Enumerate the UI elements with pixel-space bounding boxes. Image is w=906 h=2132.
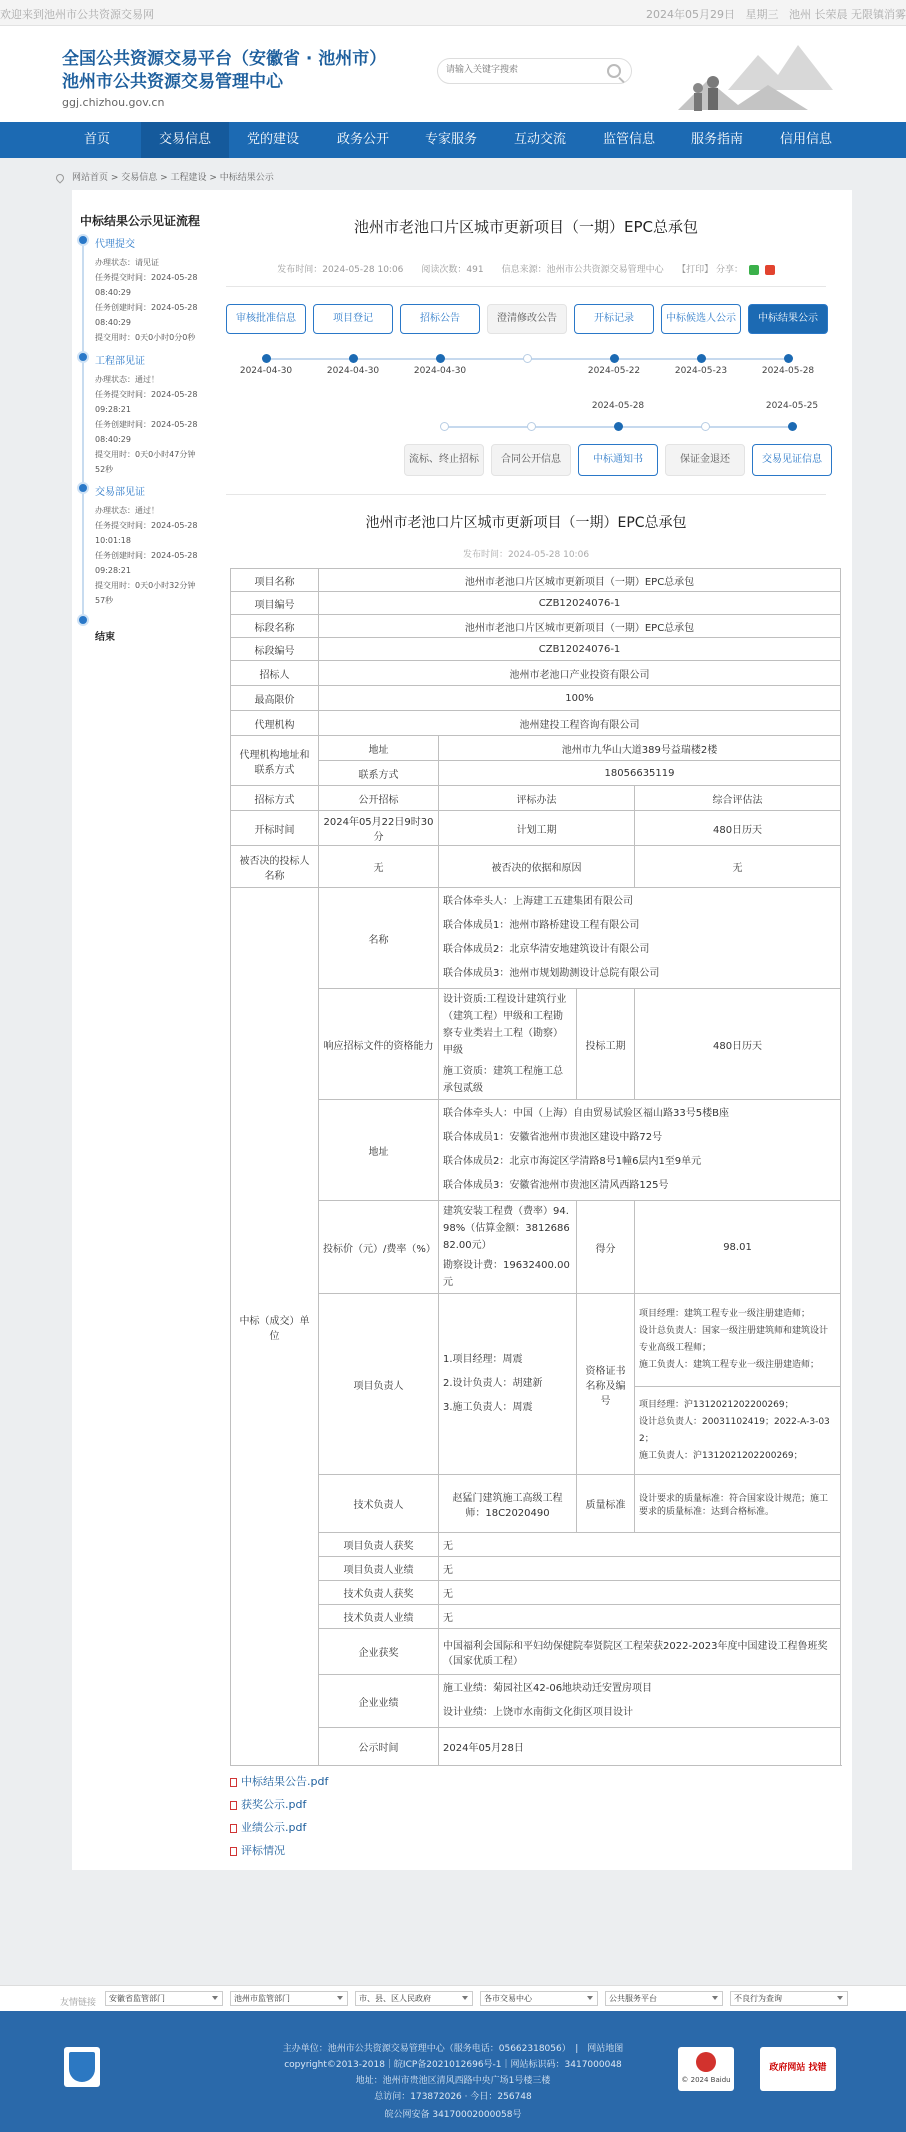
table-row: 企业业绩 施工业绩：菊园社区42-06地块动迁安置房项目 设计业绩：上饶市水南街文化街区项目设计 bbox=[231, 1675, 841, 1728]
site-title[interactable]: 全国公共资源交易平台（安徽省 · 池州市） bbox=[62, 49, 387, 69]
process-date: 2024-04-30 bbox=[326, 366, 380, 376]
process-tender-notice[interactable]: 招标公告 bbox=[400, 304, 480, 334]
attachment-link[interactable]: 评标情况 bbox=[230, 1842, 285, 1858]
process-date: 2024-05-28 bbox=[761, 366, 815, 376]
top-bar bbox=[0, 0, 906, 26]
table-row: 响应招标文件的资格能力 设计资质:工程设计建筑行业（建筑工程）甲级和工程勘察专业类岩土工程（勘察）甲级 施工资质：建筑工程施工总承包贰级 投标工期 480日历天 bbox=[231, 989, 841, 1100]
gov-error-report-button[interactable]: 政府网站 找错 bbox=[760, 2047, 836, 2091]
baidu-badge[interactable]: © 2024 Baidu bbox=[678, 2047, 734, 2091]
process-trade-witness-info[interactable]: 交易见证信息 bbox=[752, 444, 832, 476]
table-row: 中标（成交）单位 名称 联合体牵头人：上海建工五建集团有限公司 联合体成员1：池州市路桥建设工程有限公司 联合体成员2：北京华清安地建筑设计有限公司 联合体成员3：池州市规划勘测设计总院有限公司 bbox=[231, 888, 841, 989]
table-row: 代理机构地址和联系方式 地址 池州市九华山大道389号益瑞楼2楼 bbox=[231, 736, 841, 761]
timeline-dot bbox=[523, 354, 532, 363]
table-row: 项目负责人 1.项目经理：周震 2.设计负责人：胡建新 3.施工负责人：周震 资格证书名称及编号 项目经理：建筑工程专业一级注册建造师； 设计总负责人：国家一级注册建筑师和建筑设计专业高级工程师； 施工负责人：建筑工程专业一级注册建造师； bbox=[231, 1294, 841, 1387]
footer-police-record: 皖公网安备 34170002000058号 bbox=[384, 2110, 522, 2120]
table-row: 技术负责人业绩 无 bbox=[231, 1605, 841, 1629]
friend-links-bar bbox=[0, 1985, 906, 2011]
attachment-link[interactable]: 获奖公示.pdf bbox=[230, 1796, 306, 1812]
pdf-icon bbox=[230, 1778, 237, 1787]
timeline-dot bbox=[77, 614, 89, 626]
table-row: 技术负责人 赵猛门建筑施工高级工程师：18C2020490 质量标准 设计要求的质量标准：符合国家设计规范；施工要求的质量标准：达到合格标准。 bbox=[231, 1475, 841, 1533]
table-row: 开标时间 2024年05月22日9时30分 计划工期 480日历天 bbox=[231, 811, 841, 846]
timeline-dot bbox=[610, 354, 619, 363]
site-subtitle[interactable]: 池州市公共资源交易管理中心 bbox=[62, 72, 283, 92]
table-row: 企业获奖 中国福利会国际和平妇幼保健院奉贤院区工程荣获2022-2023年度中国建设工程鲁班奖（国家优质工程） bbox=[231, 1629, 841, 1675]
award-result-table bbox=[230, 568, 841, 1766]
wechat-share-icon[interactable] bbox=[749, 265, 759, 275]
nav-service-guide[interactable]: 服务指南 bbox=[690, 132, 743, 147]
table-row: 最高限价 100% bbox=[231, 686, 841, 711]
ink-landscape-decoration bbox=[668, 30, 838, 120]
process-failed-termination[interactable]: 流标、终止招标 bbox=[404, 444, 484, 476]
nav-party-building[interactable]: 党的建设 bbox=[246, 132, 299, 147]
footer bbox=[0, 2011, 906, 2132]
timeline-dot bbox=[349, 354, 358, 363]
footer-copyright: copyright©2013-2018｜皖ICP备2021012696号-1｜网站标识码：3417000048 bbox=[284, 2060, 622, 2070]
site-url: ggj.chizhou.gov.cn bbox=[62, 96, 165, 109]
search-input[interactable] bbox=[446, 64, 606, 74]
attachment-link[interactable]: 中标结果公告.pdf bbox=[230, 1773, 328, 1789]
table-row: 招标方式 公开招标 评标办法 综合评估法 bbox=[231, 786, 841, 811]
process-candidate-notice[interactable]: 中标候选人公示 bbox=[661, 304, 741, 334]
table-row: 联系方式 18056635119 bbox=[231, 761, 841, 786]
location-pin-icon bbox=[54, 172, 65, 183]
weibo-share-icon[interactable] bbox=[765, 265, 775, 275]
process-date: 2024-05-25 bbox=[765, 401, 819, 411]
table-row: 标段编号 CZB12024076-1 bbox=[231, 638, 841, 661]
link-select-bad-behavior[interactable]: 不良行为查询 bbox=[730, 1991, 848, 2006]
table-row: 技术负责人获奖 无 bbox=[231, 1581, 841, 1605]
table-row: 招标人 池州市老池口产业投资有限公司 bbox=[231, 661, 841, 686]
process-date: 2024-05-28 bbox=[591, 401, 645, 411]
table-row: 公示时间 2024年05月28日 bbox=[231, 1728, 841, 1766]
timeline-dot bbox=[697, 354, 706, 363]
link-select-trading-centers[interactable]: 各市交易中心 bbox=[480, 1991, 598, 2006]
timeline-dot bbox=[77, 482, 89, 494]
notice-title: 池州市老池口片区城市更新项目（一期）EPC总承包 bbox=[365, 515, 687, 531]
process-date: 2024-04-30 bbox=[239, 366, 293, 376]
link-select-municipal[interactable]: 池州市监管部门 bbox=[230, 1991, 348, 2006]
search-box bbox=[437, 58, 632, 84]
nav-credit-info[interactable]: 信用信息 bbox=[779, 132, 832, 147]
timeline-dot bbox=[262, 354, 271, 363]
process-approval-info[interactable]: 审核批准信息 bbox=[226, 304, 306, 334]
nav-government-affairs[interactable]: 政务公开 bbox=[336, 132, 389, 147]
baidu-logo-icon bbox=[695, 2051, 717, 2073]
timeline-dot bbox=[614, 422, 623, 431]
link-select-government[interactable]: 市、县、区人民政府 bbox=[355, 1991, 473, 2006]
link-select-provincial[interactable]: 安徽省监管部门 bbox=[105, 1991, 223, 2006]
table-row: 代理机构 池州建投工程咨询有限公司 bbox=[231, 711, 841, 736]
process-bid-opening-record[interactable]: 开标记录 bbox=[574, 304, 654, 334]
welcome-text: 欢迎来到池州市公共资源交易网 bbox=[0, 8, 154, 21]
table-row: 项目经理：沪1312021202200269； 设计总负责人：20031102419；2022-A-3-032； 施工负责人：沪1312021202200269； bbox=[231, 1387, 841, 1475]
process-deposit-refund[interactable]: 保证金退还 bbox=[665, 444, 745, 476]
process-date: 2024-04-30 bbox=[413, 366, 467, 376]
table-row: 被否决的投标人名称 无 被否决的依据和原因 无 bbox=[231, 846, 841, 888]
nav-trading-info[interactable]: 交易信息 bbox=[141, 122, 229, 158]
timeline-dot bbox=[77, 234, 89, 246]
nav-interaction[interactable]: 互动交流 bbox=[513, 132, 566, 147]
step-info: 办理状态：通过！ 任务提交时间：2024-05-28 10:01:18 任务创建时间：2024-05-28 09:28:21 提交用时：0天0小时32分钟57秒 bbox=[95, 506, 198, 605]
footer-visits: 总访问：173872026 · 今日：256748 bbox=[374, 2092, 532, 2102]
main-nav bbox=[0, 122, 906, 158]
table-row: 项目名称 池州市老池口片区城市更新项目（一期）EPC总承包 bbox=[231, 569, 841, 592]
step-info: 办理状态：通过！ 任务提交时间：2024-05-28 09:28:21 任务创建时间：2024-05-28 08:40:29 提交用时：0天0小时47分钟52秒 bbox=[95, 375, 198, 474]
divider bbox=[226, 286, 826, 287]
notice-date: 发布时间：2024-05-28 10:06 bbox=[462, 550, 590, 560]
sidebar-timeline-line bbox=[82, 236, 84, 626]
table-row: 项目编号 CZB12024076-1 bbox=[231, 592, 841, 615]
pdf-icon bbox=[230, 1847, 237, 1856]
step-info: 办理状态：请见证 任务提交时间：2024-05-28 08:40:29 任务创建时间：2024-05-28 08:40:29 提交用时：0天0小时0分0秒 bbox=[95, 258, 198, 342]
search-icon[interactable] bbox=[607, 64, 621, 78]
site-header bbox=[0, 26, 906, 122]
friend-links-label: 友情链接 bbox=[60, 1998, 97, 2008]
breadcrumb bbox=[56, 170, 274, 183]
process-date: 2024-05-23 bbox=[674, 366, 728, 376]
step-end: 结束 bbox=[95, 632, 115, 643]
attachment-link[interactable]: 业绩公示.pdf bbox=[230, 1819, 306, 1835]
process-date: 2024-05-22 bbox=[587, 366, 641, 376]
link-select-public-service[interactable]: 公共服务平台 bbox=[605, 1991, 723, 2006]
pdf-icon bbox=[230, 1801, 237, 1810]
process-contract-info[interactable]: 合同公开信息 bbox=[491, 444, 571, 476]
timeline-dot bbox=[527, 422, 536, 431]
nav-home[interactable]: 首页 bbox=[83, 132, 110, 147]
table-row: 标段名称 池州市老池口片区城市更新项目（一期）EPC总承包 bbox=[231, 615, 841, 638]
process-clarification-notice[interactable]: 澄清修改公告 bbox=[487, 304, 567, 334]
step-name: 代理提交 bbox=[95, 239, 135, 250]
timeline-dot bbox=[788, 422, 797, 431]
timeline-dot bbox=[784, 354, 793, 363]
breadcrumb-text[interactable]: 网站首页 > 交易信息 > 工程建设 > 中标结果公示 bbox=[72, 173, 274, 183]
divider bbox=[226, 494, 826, 495]
footer-sponsor: 主办单位：池州市公共资源交易管理中心（服务电话：05662318056） | 网站地图 bbox=[282, 2044, 624, 2054]
pdf-icon bbox=[230, 1824, 237, 1833]
nav-supervision[interactable]: 监管信息 bbox=[602, 132, 655, 147]
timeline-dot bbox=[701, 422, 710, 431]
table-row: 项目负责人业绩 无 bbox=[231, 1557, 841, 1581]
table-row: 投标价（元）/费率（%） 建筑安装工程费（费率）94.98%（估算金额：381268682.00元） 勘察设计费：19632400.00元 得分 98.01 bbox=[231, 1201, 841, 1294]
footer-address: 地址：池州市贵池区清风西路中央广场1号楼三楼 bbox=[355, 2076, 551, 2086]
step-name: 交易部见证 bbox=[95, 487, 145, 498]
step-name: 工程部见证 bbox=[95, 356, 145, 367]
sidebar-title: 中标结果公示见证流程 bbox=[80, 214, 201, 228]
table-row: 地址 联合体牵头人：中国（上海）自由贸易试验区福山路33号5楼B座 联合体成员1：安徽省池州市贵池区建设中路72号 联合体成员2：北京市海淀区学清路8号1幢6层内1至9单元 联合体成员3：安徽省池州市贵池区清风西路125号 bbox=[231, 1100, 841, 1201]
nav-expert-service[interactable]: 专家服务 bbox=[424, 132, 477, 147]
timeline-dot bbox=[77, 351, 89, 363]
date-weather: 2024年05月29日 星期三 池州 长荣晨 无限镇消雾 bbox=[646, 8, 906, 21]
process-award-result-notice[interactable]: 中标结果公示 bbox=[748, 304, 828, 334]
page-title: 池州市老池口片区城市更新项目（一期）EPC总承包 bbox=[354, 218, 698, 236]
table-row: 项目负责人获奖 无 bbox=[231, 1533, 841, 1557]
page-meta: 发布时间：2024-05-28 10:06 阅读次数：491 信息来源：池州市公共资源交易管理中心 【打印】 分享： bbox=[226, 262, 826, 275]
process-award-notification[interactable]: 中标通知书 bbox=[578, 444, 658, 476]
process-project-registration[interactable]: 项目登记 bbox=[313, 304, 393, 334]
timeline-dot bbox=[440, 422, 449, 431]
timeline-dot bbox=[436, 354, 445, 363]
